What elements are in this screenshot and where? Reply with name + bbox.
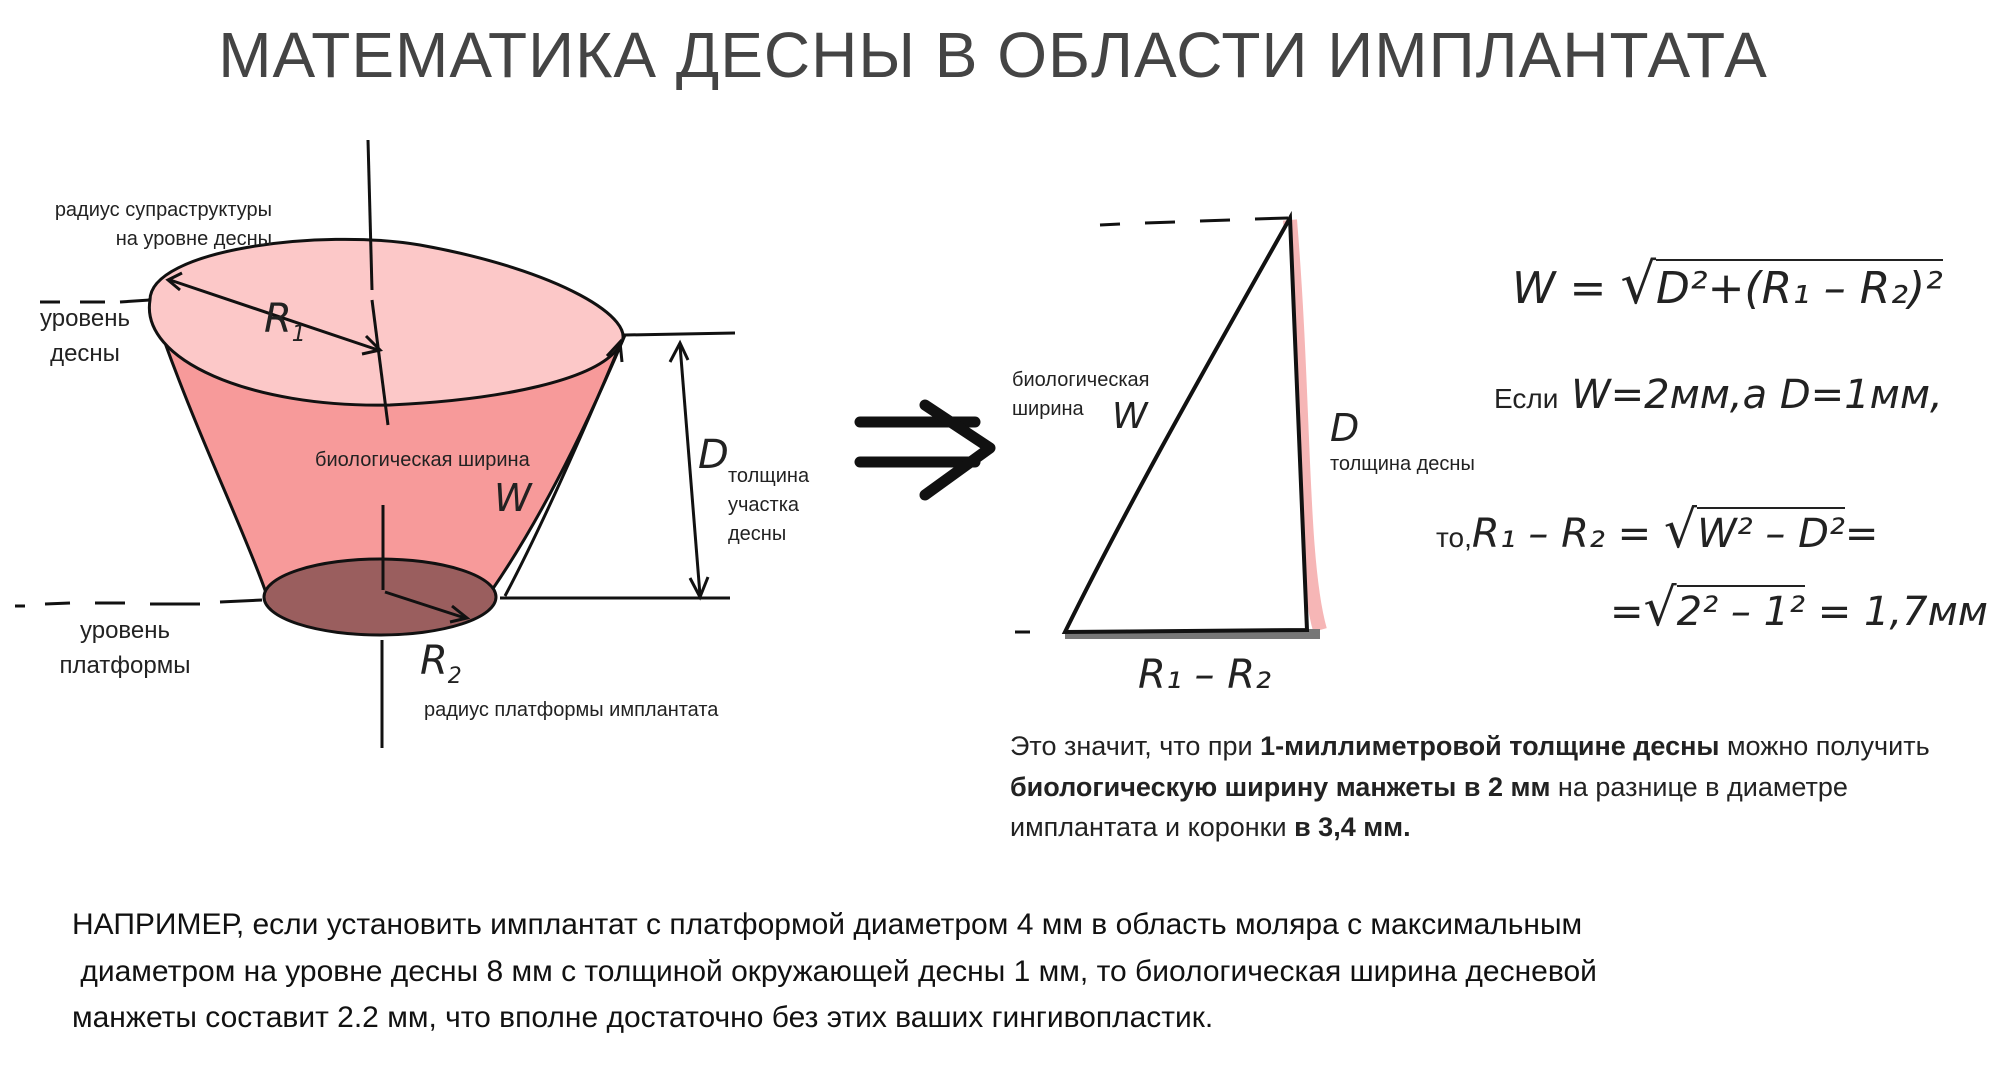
result-eq: = <box>1844 511 1879 557</box>
triangle-diagram <box>1015 218 1320 634</box>
d-dimension-arrow <box>680 345 700 595</box>
conclusion-bold-width: биологическую ширину манжеты в 2 мм <box>1010 771 1551 802</box>
example-line3: манжеты составит 2.2 мм, что вполне достаточно без этих ваших гингивопластик. <box>72 1001 1214 1034</box>
conclusion-bold-diff: в 3,4 мм. <box>1294 812 1411 842</box>
main-formula: W = √D²+(R₁ – R₂)² <box>1512 252 1943 317</box>
d-top-line <box>625 333 735 335</box>
suprastructure-line1: радиус супраструктуры <box>54 199 272 221</box>
r2-symbol: $R_2$ <box>420 638 462 689</box>
triangle <box>1065 218 1307 632</box>
result-root1: W² – D² <box>1697 507 1845 557</box>
platform-level-dashes <box>15 600 262 606</box>
condition-formula <box>1494 372 1943 418</box>
platform-level-label <box>30 614 220 684</box>
platform-level-line2: платформы <box>59 651 191 679</box>
gum-top-surface <box>149 239 623 405</box>
thickness-line1: толщина <box>728 465 810 487</box>
platform-level-line1: уровень <box>79 617 170 644</box>
conclusion-paragraph: Это значит, что при 1-миллиметровой толщине десны можно получить биологическую ширину манжеты в 2 мм на разнице в диаметре имплантата и коронки в 3,4 мм. <box>1010 731 1930 842</box>
example-line1: НАПРИМЕР, если установить имплантат с платформой диаметром 4 мм в область моляра с максимальным <box>72 908 1583 941</box>
d-symbol-left: D <box>698 432 729 478</box>
conclusion-bold-thickness: 1-миллиметровой толщине десны <box>1260 731 1720 761</box>
w-symbol-left: W <box>494 476 532 520</box>
w-symbol-right: W <box>1112 396 1148 437</box>
main-formula-root: D²+(R₁ – R₂)² <box>1656 259 1943 314</box>
top-dashes <box>1100 218 1288 225</box>
result-value: = 1,7мм <box>1817 589 1988 635</box>
result-line2-prefix: = <box>1610 589 1644 635</box>
bio-width-label: биологическая ширина <box>315 449 530 471</box>
big-right-arrow <box>860 405 990 495</box>
result-formula-line1: то,R₁ – R₂ = √W² – D²= <box>1436 500 1879 560</box>
page-title: МАТЕМАТИКА ДЕСНЫ В ОБЛАСТИ ИМПЛАНТАТА <box>218 19 1768 91</box>
platform-radius-label: радиус платформы имплантата <box>424 699 719 721</box>
implant-platform <box>264 559 496 635</box>
suprastructure-line2: на уровне десны <box>115 228 272 250</box>
result-prefix: то, <box>1436 522 1472 553</box>
suprastructure-radius-label <box>34 196 272 254</box>
thickness-line3: десны <box>728 523 787 545</box>
thickness-area-label <box>728 462 809 549</box>
d-symbol-right: D <box>1330 406 1360 450</box>
result-root2: 2² – 1² <box>1677 585 1805 635</box>
r1-symbol: $R_1$ <box>264 296 306 347</box>
example-paragraph <box>72 902 1972 1042</box>
result-lhs: R₁ – R₂ = <box>1471 511 1652 557</box>
main-formula-lhs: W = <box>1512 263 1621 314</box>
condition-prefix: Если <box>1494 383 1559 414</box>
gum-level-line1: уровень <box>39 305 130 332</box>
triangle-thickness-label: толщина десны <box>1330 453 1475 475</box>
condition-text: W=2мм,а D=1мм, <box>1571 372 1943 418</box>
gum-level-line2: десны <box>50 339 120 367</box>
gum-level-label <box>30 302 140 372</box>
triangle-bio-line1: биологическая <box>1012 369 1150 391</box>
thickness-line2: участка <box>728 494 800 516</box>
r1-minus-r2-label: R₁ – R₂ <box>1138 652 1272 698</box>
example-line2: диаметром на уровне десны 8 мм с толщиной окружающей десны 1 мм, то биологическая ширина десневой <box>72 954 1597 988</box>
triangle-bio-line2: ширина <box>1012 398 1084 420</box>
result-formula-line2: =√2² – 1² = 1,7мм <box>1610 578 1988 638</box>
